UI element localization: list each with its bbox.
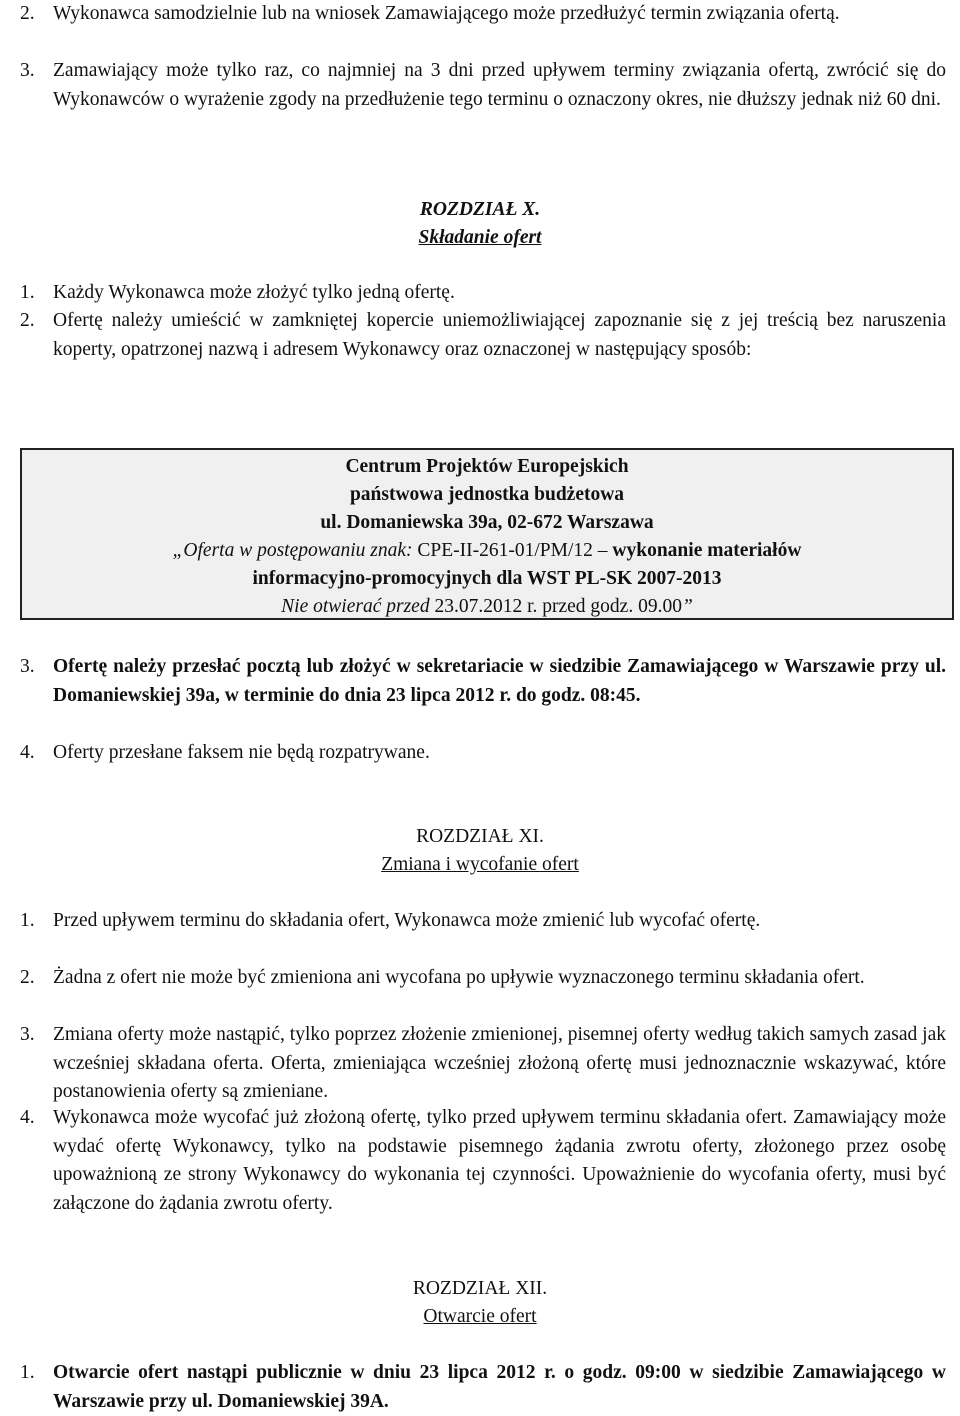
envelope-line: Centrum Projektów Europejskich (345, 456, 629, 477)
item-number: 2. (20, 3, 35, 24)
envelope-do-not-open: Nie otwierać przed (281, 596, 435, 617)
envelope-line (22, 593, 952, 621)
chapter-subtitle: Składanie ofert (418, 227, 542, 248)
list-item (20, 1021, 946, 1107)
list-item (20, 1359, 946, 1416)
list-item (20, 279, 946, 308)
list-item (20, 0, 946, 29)
item-text: Zmiana oferty może nastąpić, tylko poprzez złożenie zmienionej, pisemnej oferty według takich samych zasad jak wcześniej składana oferta. Oferta, zmieniająca wcześniej złożoną ofertę musi jednoznacznie wskazywać, które postanowienia oferty są zmieniane. (53, 1024, 946, 1102)
envelope-line (22, 537, 952, 565)
list-item (20, 307, 946, 364)
item-number: 4. (20, 1107, 35, 1128)
list-item (20, 907, 946, 936)
list-item (20, 1104, 946, 1218)
list-item (20, 964, 946, 993)
item-text: Wykonawca samodzielnie lub na wniosek Zamawiającego może przedłużyć termin związania ofertą. (53, 3, 840, 24)
chapter-title: ROZDZIAŁ X. (419, 199, 541, 220)
item-text: Żadna z ofert nie może być zmieniona ani wycofana po upływie wyznaczonego terminu składania ofert. (53, 967, 865, 988)
list-item (20, 57, 946, 114)
envelope-label-box (20, 448, 954, 620)
envelope-open-date: 23.07.2012 r. przed godz. 09.00 (434, 596, 682, 617)
item-text: Oferty przesłane faksem nie będą rozpatrywane. (53, 742, 430, 763)
envelope-dash: – (592, 540, 613, 561)
item-number: 3. (20, 656, 35, 677)
chapter-title: ROZDZIAŁ XI. (416, 826, 544, 847)
item-number: 2. (20, 310, 35, 331)
envelope-offer-subject: wykonanie materiałów (612, 540, 802, 561)
item-text: Ofertę należy umieścić w zamkniętej kopercie uniemożliwiającej zapoznanie się z jej treścią bez naruszenia koperty, opatrzonej nazwą i adresem Wykonawcy oraz oznaczonej w następujący sposób: (53, 310, 946, 360)
list-item (20, 653, 946, 710)
item-number: 1. (20, 282, 35, 303)
item-text: Otwarcie ofert nastąpi publicznie w dniu 23 lipca 2012 r. o godz. 09:00 w siedzibie Zamawiającego w Warszawie przy ul. Domaniewskiej 39A. (53, 1362, 946, 1412)
item-text: Wykonawca może wycofać już złożoną ofertę, tylko przed upływem terminu składania ofert. Zamawiający może wydać ofertę Wykonawcy, tylko na podstawie pisemnego żądania zwrotu oferty, złożonego przez osobę upoważnioną ze strony Wykonawcy do wykonania tej czynności. Upoważnienie do wycofania oferty, musi być załączone do żądania zwrotu oferty. (53, 1107, 946, 1214)
item-text: Ofertę należy przesłać pocztą lub złożyć w sekretariacie w siedzibie Zamawiającego w Warszawie przy ul. Domaniewskiej 39a, w terminie do dnia 23 lipca 2012 r. do godz. 08:45. (53, 656, 946, 706)
envelope-quote: ” (681, 596, 693, 617)
item-number: 2. (20, 967, 35, 988)
item-number: 3. (20, 1024, 35, 1045)
chapter-subtitle: Zmiana i wycofanie ofert (381, 854, 579, 875)
envelope-line: informacyjno-promocyjnych dla WST PL-SK 2007-2013 (252, 568, 722, 589)
item-number: 4. (20, 742, 35, 763)
envelope-line: państwowa jednostka budżetowa (349, 484, 625, 505)
envelope-offer-sign: CPE-II-261-01/PM/12 (417, 540, 593, 561)
envelope-line: ul. Domaniewska 39a, 02-672 Warszawa (320, 512, 654, 533)
item-number: 1. (20, 910, 35, 931)
chapter-subtitle: Otwarcie ofert (423, 1306, 537, 1327)
list-item (20, 739, 946, 768)
envelope-offer-prefix: „Oferta w postępowaniu znak: (172, 540, 418, 561)
item-text: Zamawiający może tylko raz, co najmniej na 3 dni przed upływem terminy związania ofertą, zwrócić się do Wykonawców o wyrażenie zgody na przedłużenie tego terminu o oznaczony okres, nie dłuższy jednak niż 60 dni. (53, 60, 946, 110)
chapter-title: ROZDZIAŁ XII. (412, 1278, 548, 1299)
item-text: Przed upływem terminu do składania ofert, Wykonawca może zmienić lub wycofać ofertę. (53, 910, 761, 931)
item-number: 1. (20, 1362, 35, 1383)
item-text: Każdy Wykonawca może złożyć tylko jedną ofertę. (53, 282, 455, 303)
item-number: 3. (20, 60, 35, 81)
